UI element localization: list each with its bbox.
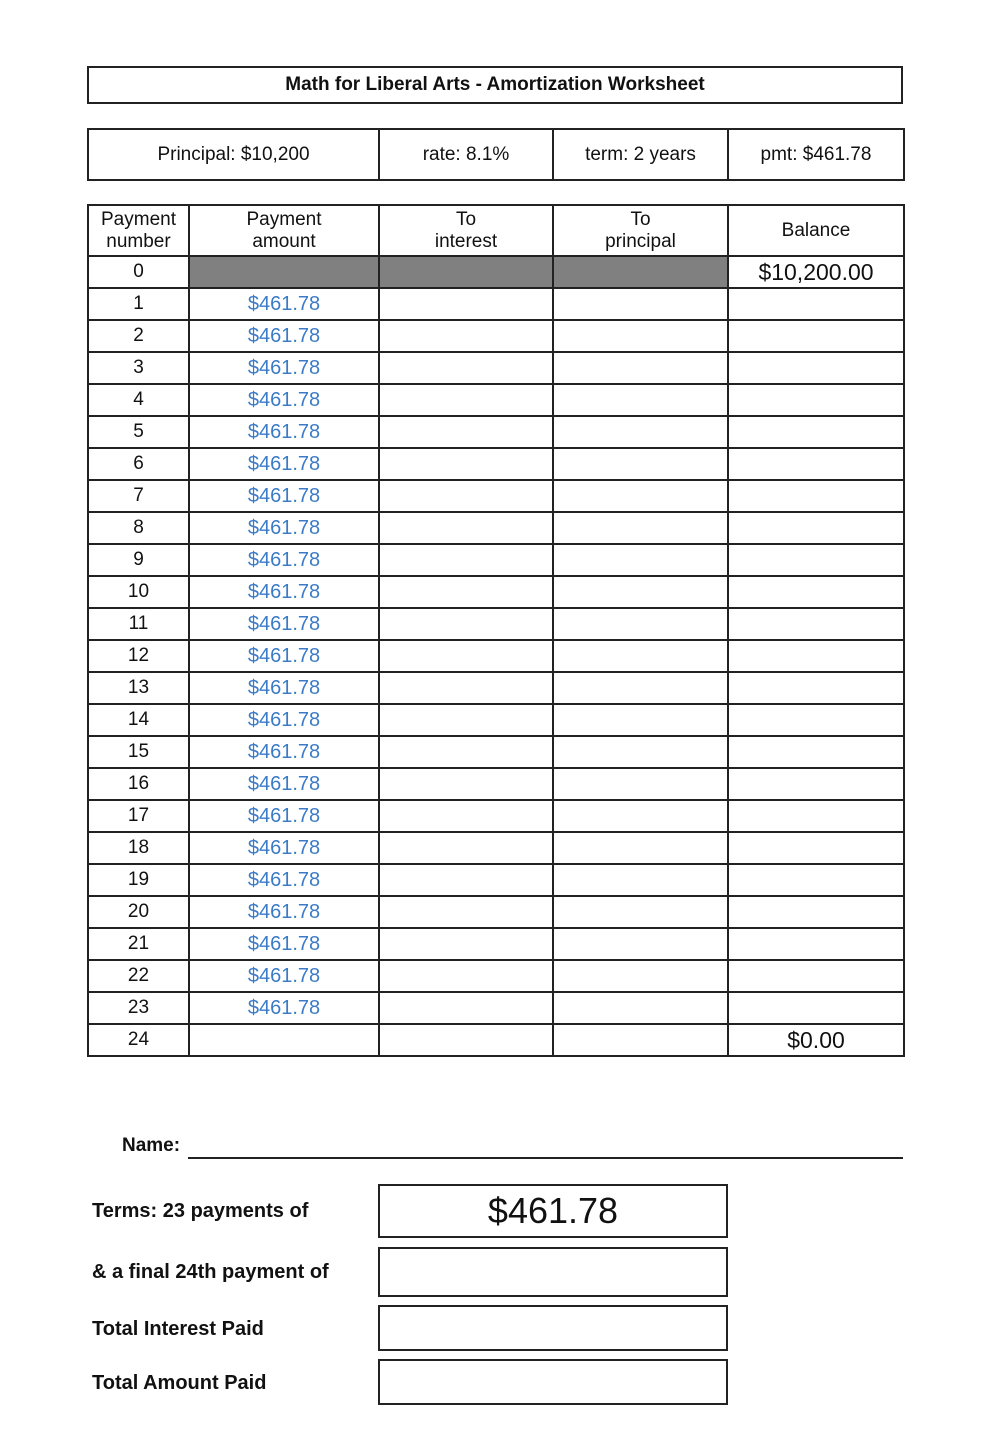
to-interest-cell[interactable] (379, 864, 553, 896)
rate-cell: rate: 8.1% (379, 129, 553, 180)
to-principal-cell[interactable] (553, 288, 728, 320)
payment-amount-cell[interactable]: $461.78 (189, 896, 379, 928)
name-label: Name: (122, 1135, 181, 1156)
to-interest-cell[interactable] (379, 672, 553, 704)
balance-cell[interactable] (728, 640, 904, 672)
total-interest-box[interactable] (378, 1305, 728, 1351)
to-principal-cell[interactable] (553, 576, 728, 608)
to-principal-cell[interactable] (553, 800, 728, 832)
payment-number-cell: 7 (88, 480, 189, 512)
payment-amount-cell[interactable]: $461.78 (189, 768, 379, 800)
table-row (88, 864, 904, 896)
to-interest-cell[interactable] (379, 704, 553, 736)
to-principal-cell[interactable] (553, 416, 728, 448)
to-interest-cell[interactable] (379, 1024, 553, 1056)
header-to-principal-line2: principal (605, 230, 676, 252)
to-principal-cell[interactable] (553, 480, 728, 512)
name-input-line[interactable] (188, 1157, 903, 1159)
payment-number-cell: 11 (88, 608, 189, 640)
table-row (88, 384, 904, 416)
balance-cell[interactable] (728, 416, 904, 448)
balance-cell[interactable] (728, 800, 904, 832)
balance-cell[interactable] (728, 832, 904, 864)
to-principal-cell[interactable] (553, 736, 728, 768)
payment-number-cell: 9 (88, 544, 189, 576)
balance-cell[interactable] (728, 448, 904, 480)
pmt-cell: pmt: $461.78 (728, 129, 904, 180)
term-cell: term: 2 years (553, 129, 728, 180)
to-principal-cell[interactable] (553, 992, 728, 1024)
balance-cell[interactable] (728, 960, 904, 992)
table-row (88, 256, 904, 288)
payment-amount-cell[interactable]: $461.78 (189, 288, 379, 320)
table-row (88, 736, 904, 768)
terms-value-box[interactable]: $461.78 (378, 1184, 728, 1238)
table-row (88, 1024, 904, 1056)
balance-cell[interactable] (728, 352, 904, 384)
payment-amount-cell[interactable]: $461.78 (189, 864, 379, 896)
to-interest-cell[interactable] (379, 800, 553, 832)
to-principal-cell[interactable] (553, 928, 728, 960)
to-interest-cell[interactable] (379, 608, 553, 640)
to-principal-cell[interactable] (553, 608, 728, 640)
to-principal-cell[interactable] (553, 864, 728, 896)
balance-cell[interactable] (728, 288, 904, 320)
payment-amount-cell[interactable]: $461.78 (189, 320, 379, 352)
balance-cell[interactable]: $0.00 (728, 1024, 904, 1056)
table-row (88, 896, 904, 928)
total-amount-box[interactable] (378, 1359, 728, 1405)
payment-amount-cell (189, 256, 379, 288)
header-payment-number-line1: Payment (101, 208, 176, 230)
table-row (88, 576, 904, 608)
to-interest-cell[interactable] (379, 832, 553, 864)
to-principal-cell[interactable] (553, 640, 728, 672)
worksheet-title: Math for Liberal Arts - Amortization Worksheet (87, 66, 903, 104)
header-payment-amount (189, 205, 379, 256)
amortization-table (87, 204, 905, 1057)
payment-number-cell: 24 (88, 1024, 189, 1056)
to-interest-cell[interactable] (379, 480, 553, 512)
to-interest-cell[interactable] (379, 896, 553, 928)
to-principal-cell[interactable] (553, 320, 728, 352)
balance-cell[interactable] (728, 992, 904, 1024)
payment-number-cell: 22 (88, 960, 189, 992)
to-interest-cell[interactable] (379, 512, 553, 544)
payment-amount-cell[interactable]: $461.78 (189, 800, 379, 832)
payment-amount-cell[interactable]: $461.78 (189, 736, 379, 768)
to-interest-cell[interactable] (379, 960, 553, 992)
to-principal-cell[interactable] (553, 352, 728, 384)
to-principal-cell[interactable] (553, 384, 728, 416)
to-interest-cell[interactable] (379, 320, 553, 352)
balance-cell[interactable] (728, 384, 904, 416)
table-row (88, 800, 904, 832)
to-principal-cell[interactable] (553, 1024, 728, 1056)
payment-number-cell: 23 (88, 992, 189, 1024)
table-row (88, 992, 904, 1024)
payment-amount-cell[interactable]: $461.78 (189, 960, 379, 992)
payment-amount-cell[interactable]: $461.78 (189, 512, 379, 544)
payment-number-cell: 1 (88, 288, 189, 320)
to-interest-cell[interactable] (379, 352, 553, 384)
table-row (88, 544, 904, 576)
to-interest-cell[interactable] (379, 576, 553, 608)
header-payment-amount-line2: amount (252, 230, 316, 252)
payment-amount-cell[interactable]: $461.78 (189, 608, 379, 640)
to-principal-cell[interactable] (553, 896, 728, 928)
table-row (88, 608, 904, 640)
to-principal-cell[interactable] (553, 832, 728, 864)
payment-amount-cell[interactable]: $461.78 (189, 576, 379, 608)
balance-cell[interactable] (728, 512, 904, 544)
payment-number-cell: 14 (88, 704, 189, 736)
payment-amount-cell[interactable]: $461.78 (189, 352, 379, 384)
header-to-principal-line1: To (630, 208, 651, 230)
to-interest-cell[interactable] (379, 544, 553, 576)
total-amount-label: Total Amount Paid (92, 1372, 267, 1394)
payment-amount-cell[interactable]: $461.78 (189, 992, 379, 1024)
balance-cell[interactable] (728, 736, 904, 768)
balance-cell[interactable] (728, 480, 904, 512)
to-interest-cell[interactable] (379, 384, 553, 416)
header-balance: Balance (728, 205, 904, 256)
to-interest-cell[interactable] (379, 992, 553, 1024)
to-principal-cell (553, 256, 728, 288)
payment-number-cell: 6 (88, 448, 189, 480)
header-to-principal (553, 205, 728, 256)
payment-amount-cell[interactable]: $461.78 (189, 928, 379, 960)
payment-number-cell: 4 (88, 384, 189, 416)
payment-number-cell: 3 (88, 352, 189, 384)
payment-number-cell: 20 (88, 896, 189, 928)
table-row (88, 512, 904, 544)
to-interest-cell[interactable] (379, 928, 553, 960)
table-row (88, 448, 904, 480)
table-row (88, 640, 904, 672)
payment-number-cell: 18 (88, 832, 189, 864)
table-row (88, 960, 904, 992)
to-principal-cell[interactable] (553, 672, 728, 704)
balance-cell[interactable] (728, 576, 904, 608)
to-principal-cell[interactable] (553, 960, 728, 992)
balance-cell[interactable] (728, 608, 904, 640)
payment-amount-cell[interactable]: $461.78 (189, 640, 379, 672)
to-interest-cell[interactable] (379, 448, 553, 480)
to-interest-cell[interactable] (379, 640, 553, 672)
final-payment-label: & a final 24th payment of (92, 1261, 329, 1283)
table-row (88, 928, 904, 960)
balance-cell[interactable] (728, 768, 904, 800)
to-principal-cell[interactable] (553, 448, 728, 480)
table-row (88, 288, 904, 320)
payment-number-cell: 5 (88, 416, 189, 448)
balance-cell[interactable] (728, 544, 904, 576)
payment-number-cell: 12 (88, 640, 189, 672)
header-payment-number-line2: number (106, 230, 171, 252)
to-principal-cell[interactable] (553, 544, 728, 576)
header-to-interest-line1: To (455, 208, 477, 230)
payment-amount-cell[interactable] (189, 1024, 379, 1056)
balance-cell[interactable] (728, 928, 904, 960)
to-interest-cell[interactable] (379, 416, 553, 448)
balance-cell[interactable] (728, 896, 904, 928)
header-row (88, 205, 904, 256)
payment-number-cell: 13 (88, 672, 189, 704)
balance-cell[interactable] (728, 672, 904, 704)
payment-number-cell: 10 (88, 576, 189, 608)
payment-amount-cell[interactable]: $461.78 (189, 384, 379, 416)
to-principal-cell[interactable] (553, 768, 728, 800)
payment-number-cell: 16 (88, 768, 189, 800)
to-interest-cell[interactable] (379, 768, 553, 800)
balance-cell[interactable]: $10,200.00 (728, 256, 904, 288)
table-row (88, 704, 904, 736)
to-principal-cell[interactable] (553, 512, 728, 544)
payment-amount-cell[interactable]: $461.78 (189, 544, 379, 576)
table-row (88, 832, 904, 864)
balance-cell[interactable] (728, 320, 904, 352)
payment-amount-cell[interactable]: $461.78 (189, 448, 379, 480)
payment-amount-cell[interactable]: $461.78 (189, 832, 379, 864)
payment-number-cell: 0 (88, 256, 189, 288)
total-interest-label: Total Interest Paid (92, 1318, 264, 1340)
table-row (88, 320, 904, 352)
header-to-interest-line2: interest (434, 230, 498, 252)
payment-number-cell: 2 (88, 320, 189, 352)
parameters-table (87, 128, 905, 181)
table-row (88, 768, 904, 800)
table-row (88, 672, 904, 704)
to-interest-cell (379, 256, 553, 288)
payment-number-cell: 19 (88, 864, 189, 896)
payment-number-cell: 15 (88, 736, 189, 768)
final-payment-box[interactable] (378, 1247, 728, 1297)
payment-number-cell: 17 (88, 800, 189, 832)
payment-amount-cell[interactable]: $461.78 (189, 480, 379, 512)
balance-cell[interactable] (728, 864, 904, 896)
to-interest-cell[interactable] (379, 736, 553, 768)
payment-number-cell: 21 (88, 928, 189, 960)
header-to-interest (379, 205, 553, 256)
principal-cell: Principal: $10,200 (88, 129, 379, 180)
balance-cell[interactable] (728, 704, 904, 736)
table-body (88, 256, 904, 1056)
header-payment-amount-line1: Payment (246, 208, 322, 230)
table-row (88, 416, 904, 448)
terms-label: Terms: 23 payments of (92, 1200, 309, 1222)
to-principal-cell[interactable] (553, 704, 728, 736)
table-row (88, 480, 904, 512)
to-interest-cell[interactable] (379, 288, 553, 320)
payment-amount-cell[interactable]: $461.78 (189, 416, 379, 448)
payment-amount-cell[interactable]: $461.78 (189, 672, 379, 704)
header-payment-number (88, 205, 189, 256)
payment-number-cell: 8 (88, 512, 189, 544)
table-row (88, 352, 904, 384)
payment-amount-cell[interactable]: $461.78 (189, 704, 379, 736)
